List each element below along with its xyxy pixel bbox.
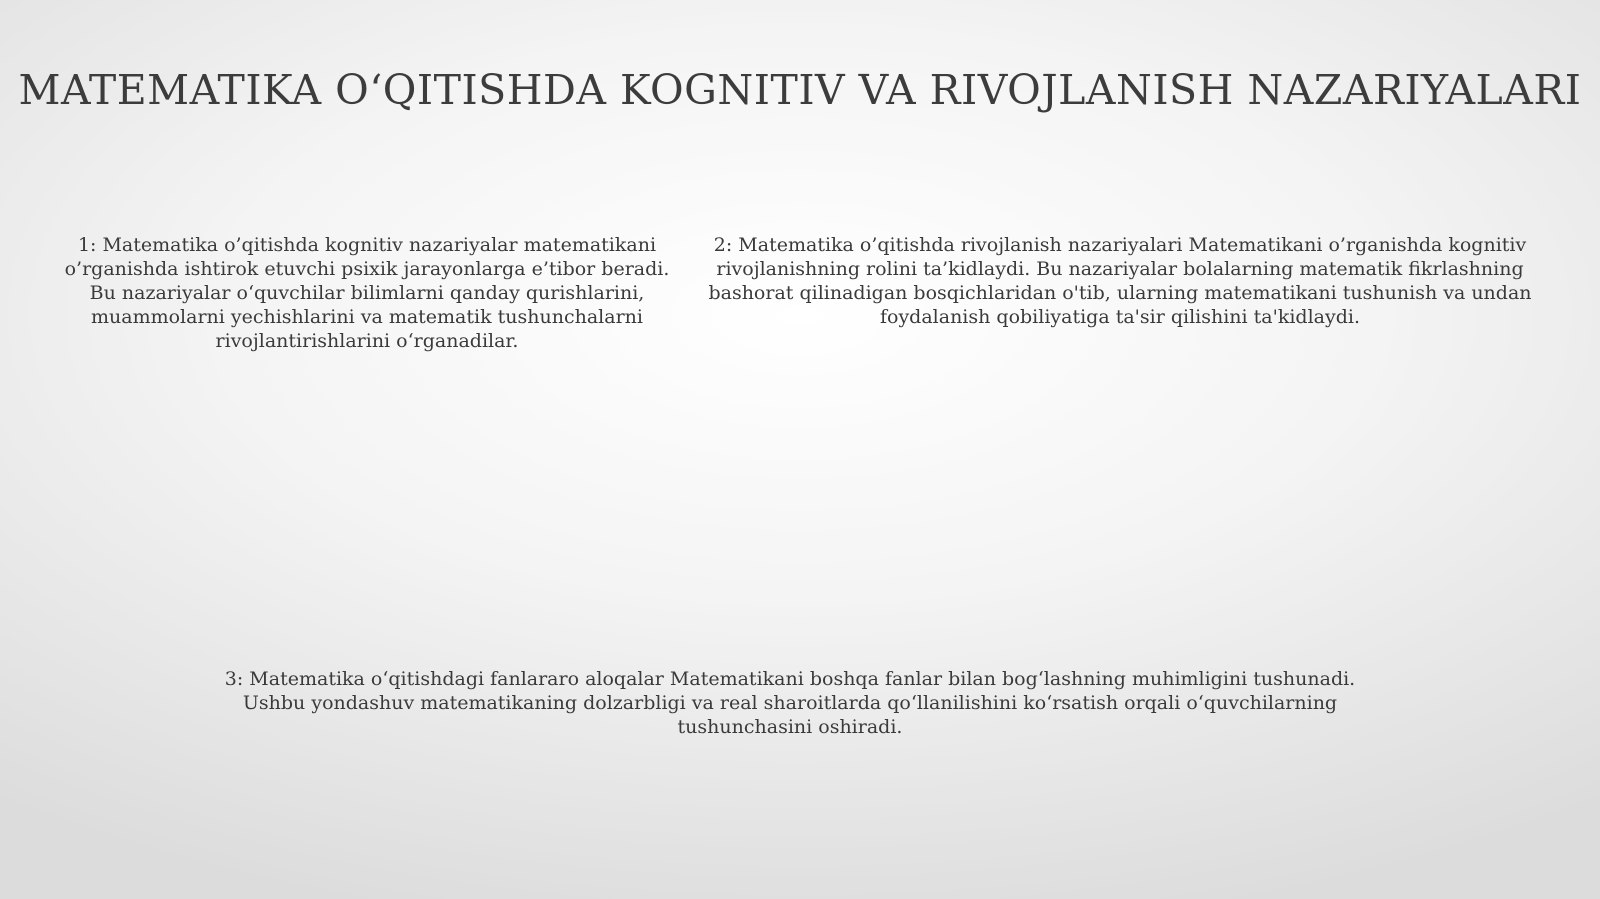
slide-title: MATEMATIKA O‘QITISHDA KOGNITIV VA RIVOJLANISH NAZARIYALARI bbox=[18, 66, 1582, 114]
text-block-interdisciplinary-links: 3: Matematika o‘qitishdagi fanlararo aloqalar Matematikani boshqa fanlar bilan bog‘lashning muhimligini tushunadi. Ushbu yondashuv matematikaning dolzarbligi va real sharoitlarda qo‘llanilishini ko‘rsatish orqali o‘quvchilarning tushunchasini oshiradi. bbox=[224, 668, 1356, 738]
text-block-developmental-theories: 2: Matematika o’qitishda rivojlanish nazariyalari Matematikani o’rganishda kognitiv rivojlanishning rolini ta’kidlaydi. Bu nazariyalar bolalarning matematik fikrlashning bashorat qilinadigan bosqichlaridan o'tib, ularning matematikani tushunish va undan foydalanish qobiliyatiga ta'sir qilishini ta'kidlaydi. bbox=[708, 234, 1532, 328]
text-block-cognitive-theories: 1: Matematika o’qitishda kognitiv nazariyalar matematikani o’rganishda ishtirok etuvchi psixik jarayonlarga e’tibor beradi. Bu nazariyalar o‘quvchilar bilimlarni qanday qurishlarini, muammolarni yechishlarini va matematik tushunchalarni rivojlantirishlarini o‘rganadilar. bbox=[64, 234, 670, 352]
